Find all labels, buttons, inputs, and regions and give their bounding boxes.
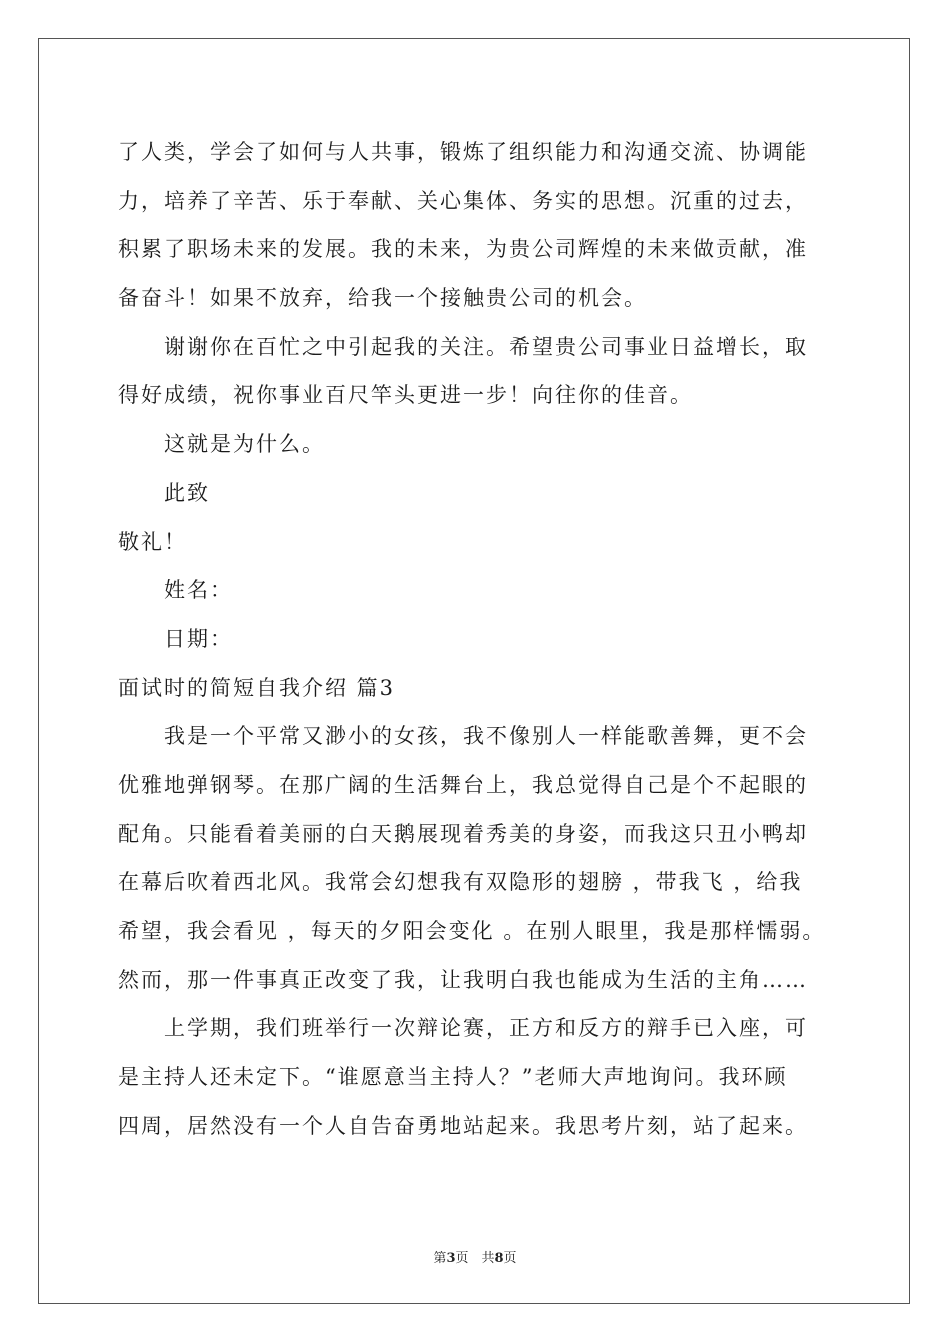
footer-suffix: 页 (503, 1251, 517, 1266)
paragraph-line: 了人类，学会了如何与人共事，锻炼了组织能力和沟通交流、协调能 (118, 140, 808, 164)
current-page-number: 3 (446, 1251, 456, 1266)
paragraph-line: 四周，居然没有一个人自告奋勇地站起来。我思考片刻，站了起来。 (118, 1113, 808, 1138)
footer-prefix: 第 (433, 1251, 447, 1266)
page-footer (0, 1247, 950, 1266)
paragraph-line: 力，培养了辛苦、乐于奉献、关心集体、务实的思想。沉重的过去， (118, 188, 808, 213)
signature-name-label: 姓名： (164, 578, 233, 603)
section-heading: 面试时的简短自我介绍 篇3 (118, 675, 396, 700)
paragraph-line: 在幕后吹着西北风。我常会幻想我有双隐形的翅膀 ，带我飞 ，给我 (118, 870, 803, 895)
paragraph-line: 得好成绩，祝你事业百尺竿头更进一步！向往你的佳音。 (118, 383, 693, 408)
paragraph-line: 谢谢你在百忙之中引起我的关注。希望贵公司事业日益增长，取 (164, 334, 808, 359)
paragraph-line: 希望，我会看见 ，每天的夕阳会变化 。在别人眼里，我是那样懦弱。 (118, 919, 826, 943)
signature-date-label: 日期： (164, 626, 233, 651)
paragraph-line: 这就是为什么。 (164, 432, 325, 457)
paragraph-line: 配角。只能看着美丽的白天鹅展现着秀美的身姿，而我这只丑小鸭却 (118, 821, 808, 846)
paragraph-line: 积累了职场未来的发展。我的未来，为贵公司辉煌的未来做贡献，准 (118, 237, 808, 262)
closing-salutation: 此致 (164, 480, 210, 505)
paragraph-line: 我是一个平常又渺小的女孩，我不像别人一样能歌善舞，更不会 (164, 724, 808, 749)
total-pages-number: 8 (494, 1251, 504, 1266)
paragraph-line: 然而，那一件事真正改变了我，让我明白我也能成为生活的主角…… (118, 967, 808, 992)
footer-middle: 页 共 (455, 1251, 495, 1266)
paragraph-line: 备奋斗！如果不放弃，给我一个接触贵公司的机会。 (118, 286, 647, 311)
closing-salutation: 敬礼！ (118, 529, 187, 554)
document-body (118, 128, 838, 1150)
paragraph-line: 上学期，我们班举行一次辩论赛，正方和反方的辩手已入座，可 (164, 1016, 808, 1041)
paragraph-line: 优雅地弹钢琴。在那广阔的生活舞台上，我总觉得自己是个不起眼的 (118, 772, 808, 797)
paragraph-line: 是主持人还未定下。“谁愿意当主持人？”老师大声地询问。我环顾 (118, 1065, 788, 1090)
